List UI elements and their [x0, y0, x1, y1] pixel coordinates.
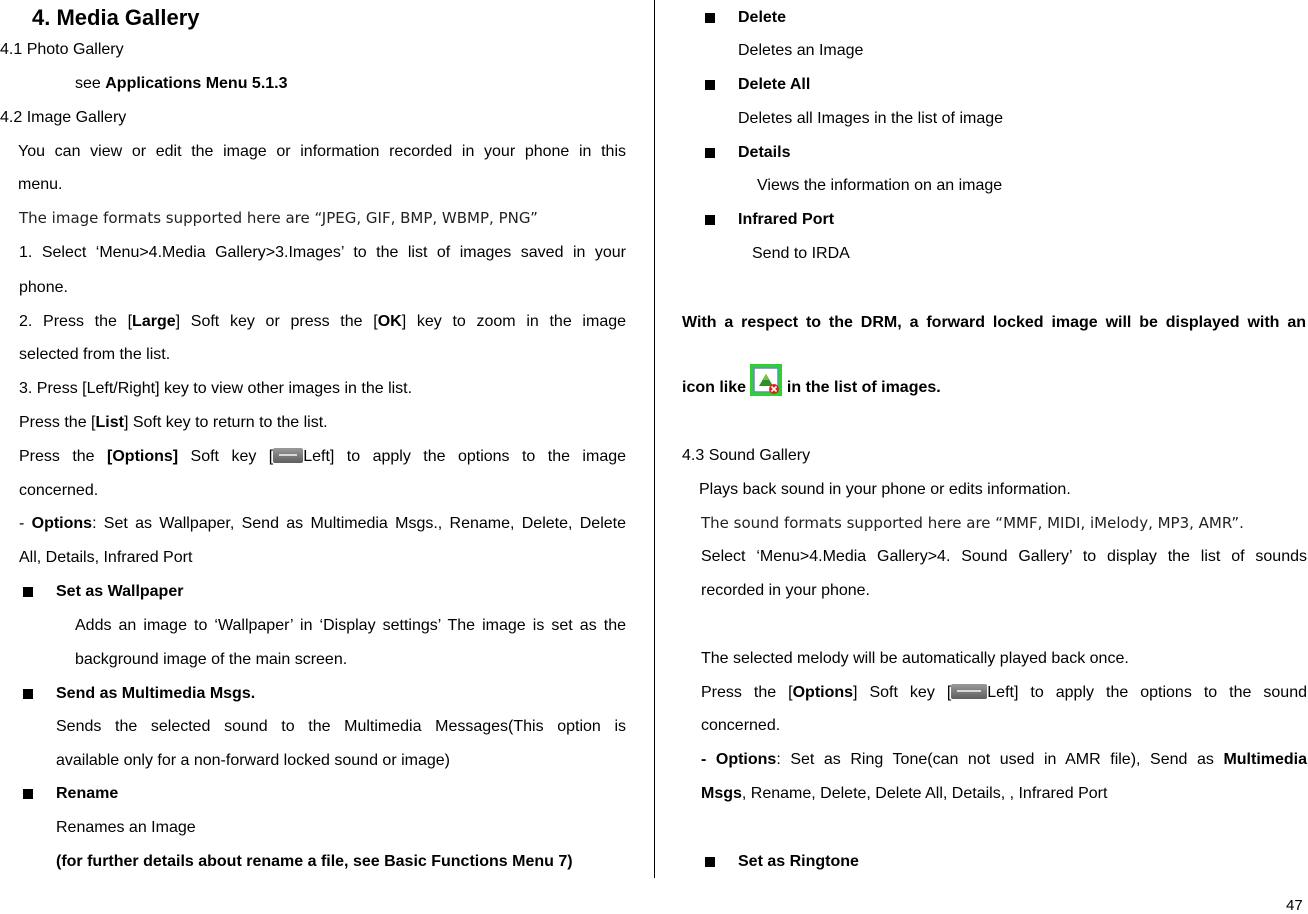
sound-gallery-heading: 4.3 Sound Gallery — [682, 447, 811, 464]
options-press-line2: concerned. — [19, 482, 99, 499]
sound-options-press-line1: Press the [Options] Soft key [ Left] to apply the options to the sound — [701, 684, 1308, 701]
photo-gallery-heading: 4.1 Photo Gallery — [0, 41, 124, 58]
step1-line1: 1. Select ‘Menu>4.Media Gallery>3.Images’ to the list of images saved in your — [19, 244, 626, 261]
wallpaper-desc-line1: Adds an image to ‘Wallpaper’ in ‘Display settings’ The image is set as the — [75, 617, 626, 634]
image-formats: The image formats supported here are “JPEG, GIF, BMP, WBMP, PNG” — [19, 209, 538, 227]
bullet-icon — [705, 215, 715, 225]
options-list-line1: - Options: Set as Wallpaper, Send as Multimedia Msgs., Rename, Delete, Delete — [19, 515, 626, 532]
list-softkey-line: Press the [List] Soft key to return to the list. — [19, 414, 328, 431]
wallpaper-title: Set as Wallpaper — [56, 583, 184, 600]
rename-note: (for further details about rename a file, see Basic Functions Menu 7) — [56, 853, 573, 870]
step1-line2: phone. — [19, 279, 68, 296]
left-softkey-icon — [273, 448, 303, 463]
details-title: Details — [738, 144, 791, 161]
infrared-desc: Send to IRDA — [752, 245, 850, 262]
send-mms-title: Send as Multimedia Msgs. — [56, 685, 256, 702]
drm-note-line1: With a respect to the DRM, a forward locked image will be displayed with an — [682, 314, 1306, 331]
infrared-title: Infrared Port — [738, 211, 835, 228]
step2-line2: selected from the list. — [19, 346, 171, 363]
delete-all-desc: Deletes all Images in the list of image — [738, 110, 1004, 127]
page-title: 4. Media Gallery — [32, 5, 200, 30]
options-press-line1: Press the [Options] Soft key [ Left] to apply the options to the image — [19, 448, 627, 465]
step3: 3. Press [Left/Right] key to view other images in the list. — [19, 380, 413, 397]
sound-gallery-intro: Plays back sound in your phone or edits information. — [699, 481, 1071, 498]
sound-select-line1: Select ‘Menu>4.Media Gallery>4. Sound Gallery’ to display the list of sounds — [701, 548, 1307, 565]
photo-gallery-see: see Applications Menu 5.1.3 — [75, 75, 288, 92]
sound-select-line2: recorded in your phone. — [701, 582, 870, 599]
ringtone-title: Set as Ringtone — [738, 853, 859, 870]
options-list-line2: All, Details, Infrared Port — [19, 549, 193, 566]
bullet-icon — [23, 789, 33, 799]
delete-all-title: Delete All — [738, 76, 811, 93]
bullet-icon — [705, 857, 715, 867]
see-reference: Applications Menu 5.1.3 — [105, 75, 288, 92]
wallpaper-desc-line2: background image of the main screen. — [75, 651, 348, 668]
image-gallery-intro-line1: You can view or edit the image or information recorded in your phone in this — [18, 143, 626, 160]
bullet-icon — [23, 587, 33, 597]
page-number: 47 — [1286, 897, 1303, 914]
column-divider — [654, 0, 655, 878]
step2-line1: 2. Press the [Large] Soft key or press the [OK] key to zoom in the image — [19, 313, 627, 330]
bullet-icon — [23, 689, 33, 699]
send-mms-desc-line2: available only for a non-forward locked sound or image) — [56, 752, 450, 769]
image-gallery-heading: 4.2 Image Gallery — [0, 109, 127, 126]
bullet-icon — [705, 148, 715, 158]
left-softkey-icon — [951, 684, 987, 699]
bullet-icon — [705, 13, 715, 23]
sound-options-list-line1: - Options: Set as Ring Tone(can not used in AMR file), Send as Multimedia — [701, 751, 1307, 768]
drm-locked-image-icon — [750, 364, 782, 396]
rename-desc: Renames an Image — [56, 819, 196, 836]
sound-options-list-line2: Msgs, Rename, Delete, Delete All, Details, , Infrared Port — [701, 785, 1108, 802]
sound-played-once: The selected melody will be automatically played back once. — [701, 650, 1129, 667]
details-desc: Views the information on an image — [757, 177, 1003, 194]
delete-title: Delete — [738, 9, 787, 26]
delete-desc: Deletes an Image — [738, 42, 864, 59]
drm-note-line2: icon like in the list of images. — [682, 364, 941, 404]
sound-options-press-line2: concerned. — [701, 717, 781, 734]
image-gallery-intro-line2: menu. — [18, 176, 63, 193]
sound-formats: The sound formats supported here are “MMF, MIDI, iMelody, MP3, AMR”. — [701, 514, 1244, 532]
bullet-icon — [705, 80, 715, 90]
rename-title: Rename — [56, 785, 119, 802]
send-mms-desc-line1: Sends the selected sound to the Multimedia Messages(This option is — [56, 718, 626, 735]
